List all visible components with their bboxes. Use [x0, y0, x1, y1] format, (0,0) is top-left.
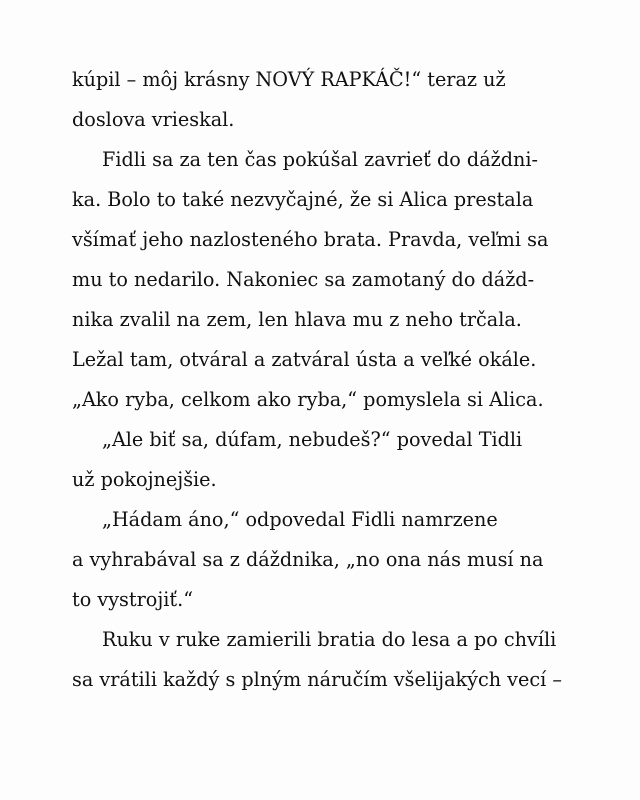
paragraph-start-line: „Hádam áno,“ odpovedal Fidli namrzene	[102, 508, 498, 531]
paragraph-start-line: Ruku v ruke zamierili bratia do lesa a po chvíli	[102, 628, 557, 651]
text-line: Ležal tam, otváral a zatváral ústa a veľké okále.	[72, 348, 537, 371]
text-line: nika zvalil na zem, len hlava mu z neho trčala.	[72, 308, 522, 331]
text-line: to vystrojiť.“	[72, 588, 194, 611]
text-line: doslova vrieskal.	[72, 108, 235, 131]
text-line: a vyhrabával sa z dáždnika, „no ona nás musí na	[72, 548, 544, 571]
text-line: „Ako ryba, celkom ako ryba,“ pomyslela si Alica.	[72, 388, 544, 411]
text-line: už pokojnejšie.	[72, 468, 217, 491]
text-line: mu to nedarilo. Nakoniec sa zamotaný do dážd-	[72, 268, 535, 291]
paragraph-start-line: „Ale biť sa, dúfam, nebudeš?“ povedal Tidli	[102, 428, 523, 451]
paragraph-start-line: Fidli sa za ten čas pokúšal zavrieť do dáždni-	[102, 148, 539, 171]
page-text	[72, 60, 592, 700]
text-line: sa vrátili každý s plným náručím všelijakých vecí –	[72, 668, 562, 691]
text-line: kúpil – môj krásny NOVÝ RAPKÁČ!“ teraz už	[72, 68, 506, 91]
text-line: všímať jeho nazlosteného brata. Pravda, veľmi sa	[72, 228, 549, 251]
text-line: ka. Bolo to také nezvyčajné, že si Alica prestala	[72, 188, 534, 211]
